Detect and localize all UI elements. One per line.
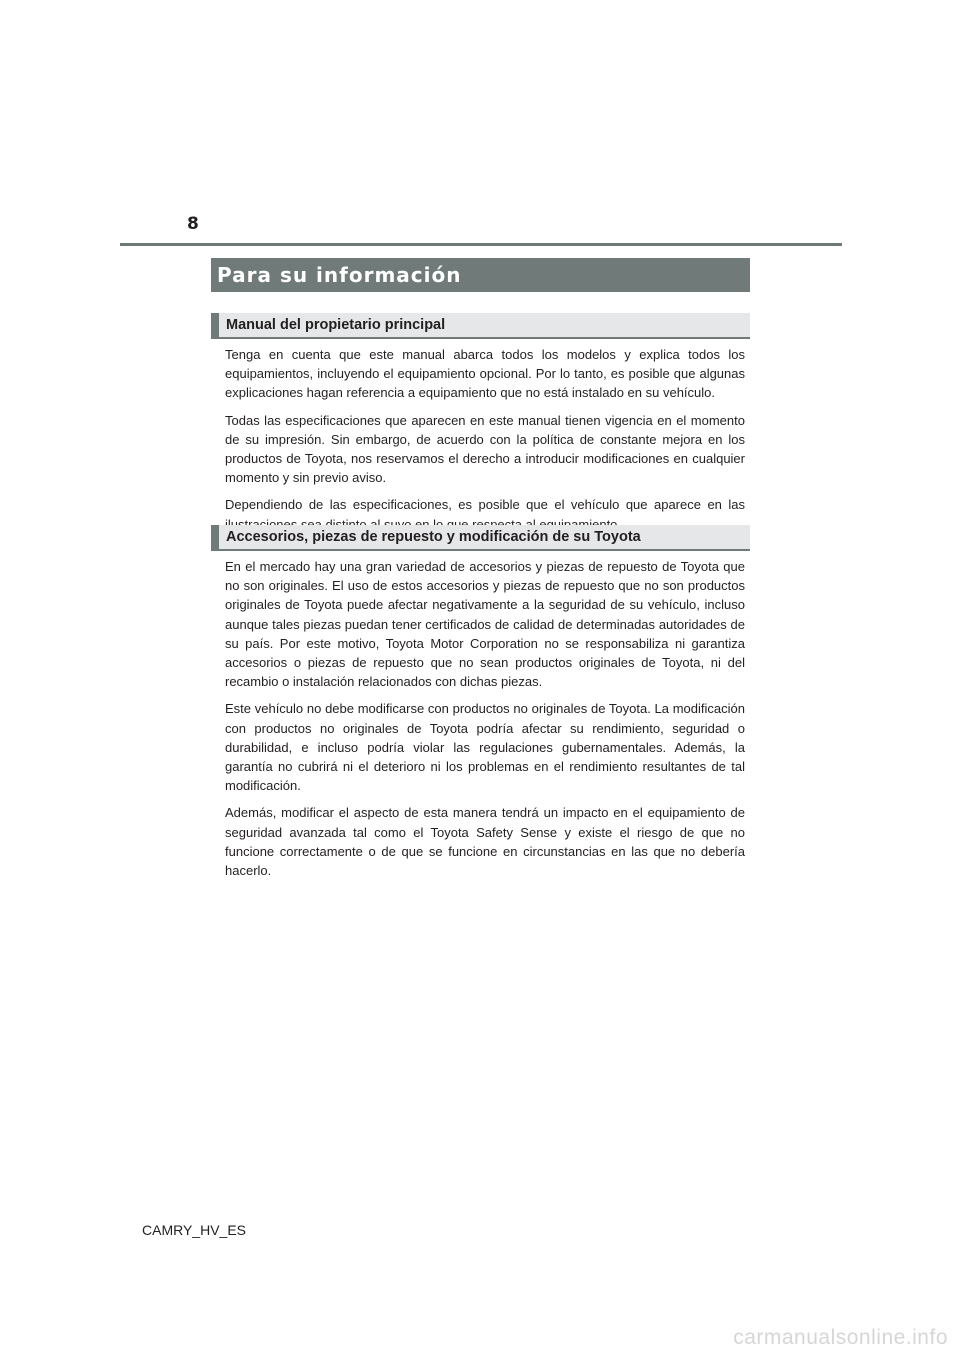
subsection-header-manual <box>211 313 750 339</box>
paragraph: Este vehículo no debe modificarse con productos no originales de Toyota. La modificación con productos no originales de Toyota podría afectar su rendimiento, seguridad o durabilidad, e incluso podría violar las regulaciones gubernamentales. Además, la garantía no cubrirá ni el deterioro ni los problemas en el rendimiento resultantes de tal modificación. <box>225 701 745 794</box>
section-title: Para su información <box>217 263 462 287</box>
subsection-title: Manual del propietario principal <box>226 317 446 333</box>
paragraph: Además, modificar el aspecto de esta manera tendrá un impacto en el equipamiento de seguridad avanzada tal como el Toyota Safety Sense y existe el riesgo de que no funcione correctamente o de que se funcione en circunstancias en las que no debería hacerlo. <box>225 805 745 879</box>
page-number: 8 <box>187 214 199 234</box>
paragraph: En el mercado hay una gran variedad de accesorios y piezas de repuesto de Toyota que no son originales. El uso de estos accesorios y piezas de repuesto que no son productos originales de Toyota puede afectar negativamente a la seguridad de su vehículo, incluso aunque tales piezas puedan tener certificados de calidad de determinadas autoridades de su país. Por este motivo, Toyota Motor Corporation no se responsabiliza ni garantiza accesorios o piezas de repuesto que no sean productos originales de Toyota, ni del recambio o instalación relacionados con dichas piezas. <box>225 559 745 690</box>
section-body-manual <box>225 345 745 542</box>
paragraph: Tenga en cuenta que este manual abarca todos los modelos y explica todos los equipamientos, incluyendo el equipamiento opcional. Por lo tanto, es posible que algunas explicaciones hagan referencia a equipamiento que no está instalado en su vehículo. <box>225 347 745 401</box>
footer-model-code: CAMRY_HV_ES <box>142 1222 247 1238</box>
watermark: carmanualsonline.info <box>733 1326 948 1349</box>
header-rule <box>120 243 842 246</box>
paragraph: Todas las especificaciones que aparecen en este manual tienen vigencia en el momento de su impresión. Sin embargo, de acuerdo con la política de constante mejora en los productos de Toyota, nos reservamos el derecho a introducir modificaciones en cualquier momento y sin previo aviso. <box>225 412 745 486</box>
section-title-bar <box>211 258 750 292</box>
subsection-header-accessories <box>211 525 750 551</box>
subsection-title: Accesorios, piezas de repuesto y modificación de su Toyota <box>226 529 641 545</box>
section-body-accessories <box>225 557 745 888</box>
paragraph: Dependiendo de las especificaciones, es posible que el vehículo que aparece en las <box>225 497 745 513</box>
